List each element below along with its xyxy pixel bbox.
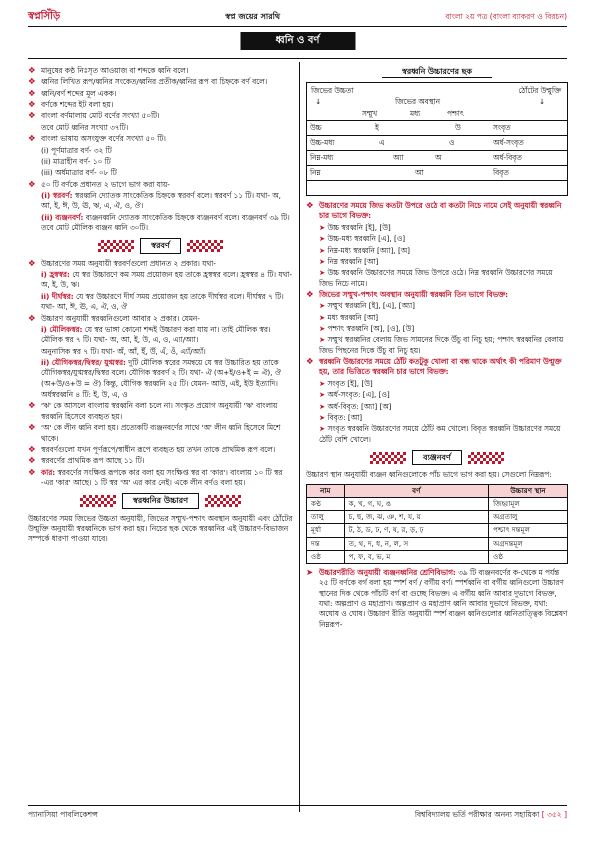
checker-ornament-icon bbox=[468, 452, 504, 464]
section-banner-swarabarna: স্বরবর্ণ bbox=[28, 238, 293, 253]
list-item: ❖ উচ্চারণের সময় অনুযায়ী স্বরবর্ণগুলো প্রধানত ২ প্রকার। যথা- bbox=[28, 258, 216, 269]
list-item: ❖ 'ঋ' কে আসলে বাংলায় স্বরধ্বনি বলা চলে না। সংস্কৃত প্রয়োগ অনুযায়ী 'ঋ' বাংলায় স্বরধ্বনি হিসেবে ব্যবহৃত হয়। bbox=[28, 401, 278, 421]
chart-label: ঠোঁটের উন্মুক্তি bbox=[518, 86, 561, 96]
list-item: ➤ পশ্চাৎ স্বরধ্বনি [অ], [ও], [উ] bbox=[319, 324, 415, 334]
chart-lip-label: অর্ধ-বিবৃত bbox=[493, 153, 522, 163]
list-item: ❖ ৫০ টি বর্ণকে প্রধানত ২ ভাগে ভাগ করা যায়- bbox=[28, 179, 170, 190]
bullet-icon: ❖ bbox=[28, 444, 36, 455]
bullet-icon: ❖ bbox=[306, 357, 314, 368]
uccharan-paragraph: উচ্চারণের সময় জিভের উচ্চতা অনুযায়ী, জিভের সম্মুখ-পশ্চাৎ অবস্থান অনুযায়ী এবং ঠোঁটের উন্মুক্তি অনুযায়ী স্বরধ্বনিকে ভাগ করা হয়। নিচের ছক থেকে স্বরধ্বনির এই উচ্চারণ-বিভাজন সম্পর্কে ধারণা পাওয়া যাবে। bbox=[28, 513, 293, 544]
list-item: ➤ সম্মুখ স্বরধ্বনির বেলায় জিভ সামনের দিকে উঁচু বা নিচু হয়; পশ্চাৎ স্বরধ্বনির বেলায় জিভ পিছনের দিকে উঁচু বা নিচু হয়। bbox=[319, 335, 564, 355]
list-item: ➤ উচ্চ স্বরধ্বনি উচ্চারণের সময়ে জিভ উপরে ওঠে। নিম্ন স্বরধ্বনি উচ্চারণের সময়ে জিভ নিচে নামে। bbox=[319, 268, 553, 288]
chapter-rule bbox=[28, 58, 567, 59]
list-item: ❖ ধ্বনি/বর্ণ শব্দের মূল একক। bbox=[28, 88, 117, 99]
chart-title: স্বরধ্বনি উচ্চারণের ছক bbox=[382, 66, 492, 78]
chart-label: জিভের উচ্চতা bbox=[311, 86, 354, 96]
arrow-right-icon: ➤ bbox=[319, 245, 328, 255]
chart-lip-label: অর্ধ-সংবৃত bbox=[493, 138, 524, 148]
division-swarabarna: (i) স্বরবর্ণ: স্বরধ্বনি দ্যোতক সাংকেতিক চিহ্নকে স্বরবর্ণ বলে। স্বরবর্ণ ১১ টি। যথা- অ, আ, ই, ঈ, উ, ঊ, ঋ, এ, ঐ, ও, ঔ। bbox=[41, 190, 281, 211]
bullet-icon: ❖ bbox=[28, 88, 36, 99]
arrow-right-icon: ➤ bbox=[319, 335, 328, 345]
header-paper-title: বাংলা ২য় পত্র (বাংলা ব্যাকরণ ও বিরচন) bbox=[445, 11, 567, 21]
matra-item: (i) পূর্ণমাত্রার বর্ণ- ৩২ টি bbox=[41, 145, 112, 155]
footer-book-title: বিশ্ববিদ্যালয় ভর্তি পরীক্ষার অনন্য সহায়িকা [ ৩৫২ ] bbox=[414, 810, 567, 819]
division-byanjanbarna: (ii) ব্যঞ্জনবর্ণ: ব্যঞ্জনধ্বনি দ্যোতক সাংকেতিক চিহ্নকে ব্যঞ্জনবর্ণ বলে। ব্যঞ্জনবর্ণ ৩৯ টি। তবে মোট মৌলিক ব্যঞ্জন ধ্বনি ৩০টি। bbox=[41, 212, 290, 233]
arrow-right-icon: ➤ bbox=[319, 301, 328, 311]
section-banner-swaradhwani-uccharan: স্বরধ্বনির উচ্চারণ bbox=[28, 493, 293, 508]
arrow-right-icon: ➤ bbox=[306, 568, 314, 578]
section-tongue-position: ❖ জিভের সম্মুখ-পশ্চাৎ অবস্থান অনুযায়ী স্বরধ্বনি তিন ভাগে বিভক্ত: bbox=[306, 289, 509, 300]
page-footer bbox=[28, 810, 567, 821]
chart-vowel: ই bbox=[375, 123, 379, 133]
checker-ornament-icon bbox=[370, 452, 406, 464]
chart-vowel: এ bbox=[379, 138, 385, 148]
list-item: ❖ বাংলা ভাষায় অসংযুক্ত বর্ণের সংখ্যা ৫০ টি। bbox=[28, 134, 166, 145]
list-item: ➤ অর্ধ-বিবৃত: [অ্যা] [অ] bbox=[319, 401, 392, 411]
chart-vowel: অ্যা bbox=[393, 153, 404, 163]
bullet-icon: ❖ bbox=[28, 66, 36, 76]
list-item: ❖ বাংলা বর্ণমালায় মোট বর্ণের সংখ্যা ৫০টি। bbox=[28, 111, 160, 122]
bullet-icon: ❖ bbox=[28, 313, 36, 324]
chart-line bbox=[307, 120, 567, 121]
header-rule bbox=[28, 26, 567, 27]
arrow-right-icon: ➤ bbox=[319, 234, 328, 244]
section-banner-byanjanbarna: ব্যঞ্জনবর্ণ bbox=[306, 450, 568, 465]
list-item: ➤ উচ্চ স্বরধ্বনি [ই], [উ] bbox=[319, 222, 391, 232]
bullet-icon: ❖ bbox=[28, 258, 36, 269]
dirgha-swar: ii) দীর্ঘস্বর: যে স্বর উচ্চারণে দীর্ঘ সময় প্রয়োজন হয় তাকে দীর্ঘস্বর বলে। দীর্ঘস্বর ৭ টি। যথা- আ, ঈ, ঊ, এ, ঐ, ও, ঔ bbox=[41, 291, 284, 312]
jougik-swar: ii) যৌগিকস্বর/দ্বিস্বর/ যুগ্মস্বর: দুটি মৌলিক স্বরের সমন্বয়ে যে স্বর উচ্চারিত হয় তাকে যৌগিকস্বর/যুগ্মস্বর/দ্বিস্বর বলে। যৌগিক স্বরবর্ণ ২ টি। যথা- ঐ (অ+ই/ও+ই = ঐ), ঔ (অ+উ/ও+উ = ঔ) কিন্তু, যৌগিক স্বরধ্বনি ২৫ টি। যেমন- আউ, এই, ইউ ইত্যাদি। bbox=[41, 357, 281, 388]
list-item: ❖ বর্ণকে শব্দের ইট বলা হয়। bbox=[28, 100, 114, 111]
table-header: বর্ণ bbox=[344, 484, 488, 497]
list-item: ❖ 'অ' কে লীন ধ্বনি বলা হয়। প্রত্যেকটি ব্যঞ্জনবর্ণের সাথে 'অ' লীন ধ্বনি হিসেবে মিশে থাকে। bbox=[28, 423, 281, 443]
chart-vowel: ও bbox=[449, 138, 455, 148]
intro-note: তবে মোট ধ্বনির সংখ্যা ৩৭টি। bbox=[41, 122, 129, 132]
table-row: কণ্ঠ ক, খ, গ, ঘ, ঙ জিহ্বামূল bbox=[307, 497, 568, 510]
table-header: উচ্চারণ স্থান bbox=[489, 484, 568, 497]
bullet-icon: ❖ bbox=[28, 100, 36, 111]
chart-line bbox=[307, 165, 567, 166]
list-item: ➤ অর্ধ-সংবৃত: [এ], [ও] bbox=[319, 390, 390, 400]
left-column bbox=[28, 66, 293, 545]
chart-label: সম্মুখ bbox=[362, 109, 378, 119]
list-item: ❖ উচ্চারণ অনুযায়ী স্বরধ্বনিগুলো আবার ২ প্রকার। যেমন- bbox=[28, 313, 200, 324]
ardha-swar: অর্ধস্বরধ্বনি ৪ টি: ই, উ, এ, ও bbox=[41, 390, 128, 400]
footer-publisher: প্যানাসিয়া পাবলিকেশন্স bbox=[28, 810, 98, 819]
list-item: ➤ উচ্চ-মধ্য স্বরধ্বনি [এ], [ও] bbox=[319, 234, 406, 244]
bullet-icon: ❖ bbox=[28, 179, 36, 190]
bullet-icon: ❖ bbox=[28, 467, 36, 478]
chart-line bbox=[307, 150, 567, 151]
chart-lip-label: বিবৃত bbox=[493, 168, 509, 178]
table-header: নাম bbox=[307, 484, 345, 497]
list-item: ➤ সংবৃত স্বরধ্বনি উচ্চারণের সময়ে ঠোঁট কম খোলে। বিবৃত স্বরধ্বনি উচ্চারণের সময়ে ঠোঁট বেশি খোলে। bbox=[319, 424, 561, 444]
chart-row-label: নিম্ন bbox=[310, 168, 321, 178]
arrow-right-icon: ➤ bbox=[319, 412, 328, 422]
arrow-right-icon: ➤ bbox=[319, 324, 328, 334]
arrow-down-icon: ↓ bbox=[315, 97, 322, 107]
table-header-row bbox=[307, 484, 568, 497]
moulik-swar: i) মৌলিকস্বর: যে স্বর ভাঙ্গা কোনো শব্দই উচ্চারণ করা যায় না। তাই মৌলিক স্বর। মৌলিক স্বর ৭ টি। যথা- অ, আ, ই, উ, এ, ও, এ্যা/অ্যা। bbox=[41, 324, 271, 345]
chart-row-label: উচ্চ bbox=[310, 123, 322, 133]
page-header bbox=[28, 9, 567, 25]
anunasik-swar: অনুনাসিক স্বর ৭ টি। যথা- অঁ, আঁ, ইঁ, উঁ, এঁ, ওঁ, এ্যাঁ/অ্যাঁ। bbox=[41, 346, 206, 356]
byanjan-paragraph: উচ্চারণ স্থান অনুযায়ী ব্যঞ্জন ধ্বনিগুলোকে পাঁচ ভাগে ভাগ করা হয়। সেগুলো নিম্নরূপ: bbox=[306, 470, 552, 480]
bullet-icon: ❖ bbox=[28, 401, 36, 412]
checker-ornament-icon bbox=[98, 240, 134, 252]
matra-item: (iii) অর্ধমাত্রার বর্ণ- ০৮ টি bbox=[41, 168, 117, 178]
list-item: ❖ স্বরবর্ণগুলো যখন পূর্ণরূপে/স্বাধীন রূপে ব্যবহৃত হয় তখন তাকে প্রাথমিক রূপ বলে। bbox=[28, 444, 276, 455]
chart-label: জিভের অবস্থান bbox=[395, 97, 441, 107]
arrow-right-icon: ➤ bbox=[319, 256, 328, 266]
chart-line bbox=[307, 180, 567, 181]
chart-vowel: অ bbox=[435, 153, 442, 163]
list-item: ➤ সম্মুখ স্বরধ্বনি [ই], [এ], [অ্যা] bbox=[319, 301, 415, 311]
list-item: ➤ নিম্ন স্বরধ্বনি [আ] bbox=[319, 256, 379, 266]
chart-row-label: উচ্চ-মধ্য bbox=[310, 138, 335, 148]
bullet-icon: ❖ bbox=[28, 423, 36, 434]
chart-row-label: নিম্ন-মধ্য bbox=[310, 153, 334, 163]
chapter-title: ধ্বনি ও বর্ণ bbox=[240, 32, 355, 50]
list-item: ➤ উচ্চারণরীতি অনুযায়ী ব্যঞ্জনধ্বনির শ্রেণিবিভাগ: ৩৯ টি ব্যঞ্জনবর্ণের ক-থেকে ম পর্যন্ত ২৫ টি বর্ণকে বর্গ বলা হয় স্পর্শ বর্ণ / বর্গীয় বর্ণ। স্পর্শধ্বনি বা বর্গীয় ধ্বনিগুলো উচ্চারণ স্থানের দিক থেকে পাঁচটি বর্গ বা গুচ্ছে বিভক্ত। এ বর্গীয় ধ্বনি আবার দুভাগে বিভক্ত, যথা: অল্পপ্রাণ ও মহাপ্রাণ। অল্পপ্রাণ ও মহাপ্রাণ ধ্বনি আবার দুভাগে বিভক্ত, যথা: অঘোষ ও ঘোষ। উচ্চারণ রীতি অনুযায়ী স্পর্শ ব্যঞ্জন ধ্বনিগুলোর ধ্বনিতাত্ত্বিক বিশ্লেষণ নিম্নরূপ- bbox=[306, 568, 568, 629]
vowel-chart bbox=[306, 82, 568, 196]
chart-vowel: আ bbox=[415, 168, 424, 178]
bullet-icon: ❖ bbox=[306, 201, 314, 212]
brand-logo-text: স্বপ্নসিঁড়ি bbox=[28, 10, 61, 22]
chart-vowel: উ bbox=[455, 123, 461, 133]
list-item: ❖ কার: স্বরবর্ণের সংক্ষিপ্ত রূপকে কার বলা হয় সংক্ষিপ্ত স্বর বা 'কার'। বাংলায় ১০ টি স্বর -এর 'কার' আছে। ১ টি স্বর 'অ' এর কার নেই। একে লীন বর্ণও বলা হয়। bbox=[28, 467, 283, 487]
arrow-right-icon: ➤ bbox=[319, 378, 328, 388]
bullet-icon: ❖ bbox=[28, 134, 36, 145]
checker-ornament-icon bbox=[80, 495, 116, 507]
table-row: দন্ত ত, থ, দ, ধ, ন, ল, স অগ্রদন্তমূল bbox=[307, 537, 568, 550]
header-tagline: স্বপ্ন জয়ের সারথি bbox=[225, 12, 281, 22]
table-row: তালু চ, ছ, জ, ঝ, ঞ, শ, য, য় অগ্রতালু bbox=[307, 511, 568, 524]
arrow-right-icon: ➤ bbox=[319, 390, 328, 400]
footer-rule bbox=[28, 805, 567, 806]
list-item: ➤ সংবৃত [ই], [উ] bbox=[319, 378, 373, 388]
section-lip-opening: ❖ স্বরধ্বনি উচ্চারণের সময়ে ঠোঁট কতটুকু খোলা বা বন্ধ থাকে অর্থাৎ কী পরিমাণ উন্মুক্ত হয়, তার ভিত্তিতে স্বরধ্বনি চার ভাগে বিভক্ত: bbox=[306, 357, 562, 377]
chart-line bbox=[307, 135, 567, 136]
list-item: ❖ স্বরবর্ণের প্রাথমিক রূপ আছে ১১ টি। bbox=[28, 456, 145, 467]
list-item: ❖ ধ্বনির লিখিত রূপ/ধ্বনির সংকেত/ধ্বনির প্রতীক/ধ্বনির রূপ বা চিহ্নকে বর্ণ বলে। bbox=[28, 77, 268, 88]
chart-label: পশ্চাৎ bbox=[447, 109, 464, 119]
arrow-right-icon: ➤ bbox=[319, 401, 328, 411]
consonant-table bbox=[306, 484, 568, 564]
bullet-icon: ❖ bbox=[306, 289, 314, 300]
arrow-right-icon: ➤ bbox=[319, 312, 328, 322]
arrow-right-icon: ➤ bbox=[319, 424, 328, 434]
bullet-icon: ❖ bbox=[28, 456, 36, 467]
right-column bbox=[306, 66, 568, 631]
table-row: মূর্ধা ট, ঠ, ড, ঢ, ণ, ষ, র, ড়, ঢ় পশ্চাৎ দন্তমূল bbox=[307, 524, 568, 537]
bullet-icon: ❖ bbox=[28, 111, 36, 122]
chart-label: মধ্য bbox=[410, 109, 421, 119]
checker-ornament-icon bbox=[187, 240, 223, 252]
list-item: ➤ বিবৃত: [আ] bbox=[319, 412, 363, 422]
arrow-down-icon: ↓ bbox=[538, 97, 545, 107]
table-row: ওষ্ঠ প, ফ, ব, ভ, ম ওষ্ঠ bbox=[307, 550, 568, 563]
list-item: ➤ নিম্ন-মধ্য স্বরধ্বনি [অ্যা], [অ] bbox=[319, 245, 410, 255]
arrow-right-icon: ➤ bbox=[319, 268, 328, 278]
hrasva-swar: i) হ্রস্বস্বর: যে স্বর উচ্চারণে কম সময় প্রয়োজন হয় তাকে হ্রস্বস্বর বলে। হ্রস্বস্বর ৪ টি। যথা- অ, ই, উ, ঋ। bbox=[41, 270, 293, 290]
page-number: [ ৩৫২ ] bbox=[541, 810, 567, 819]
section-tongue-height: ❖ উচ্চারণের সময়ে জিভ কতটা উপরে ওঠে বা কতটা নিচে নামে সেই অনুযায়ী স্বরধ্বনি চার ভাগে বিভক্ত: bbox=[306, 201, 562, 221]
chart-lip-label: সংবৃত bbox=[493, 123, 511, 133]
list-item: ➤ মধ্য স্বরধ্বনি [আ] bbox=[319, 312, 379, 322]
arrow-right-icon: ➤ bbox=[319, 222, 328, 232]
column-divider bbox=[299, 62, 300, 812]
bullet-icon: ❖ bbox=[28, 77, 36, 88]
checker-ornament-icon bbox=[205, 495, 241, 507]
matra-item: (ii) মাত্রাহীন বর্ণ- ১০ টি bbox=[41, 156, 111, 166]
list-item: ❖ মানুষের কণ্ঠ নিঃসৃত আওয়াজ বা শব্দকে ধ্বনি বলে। bbox=[28, 66, 189, 76]
